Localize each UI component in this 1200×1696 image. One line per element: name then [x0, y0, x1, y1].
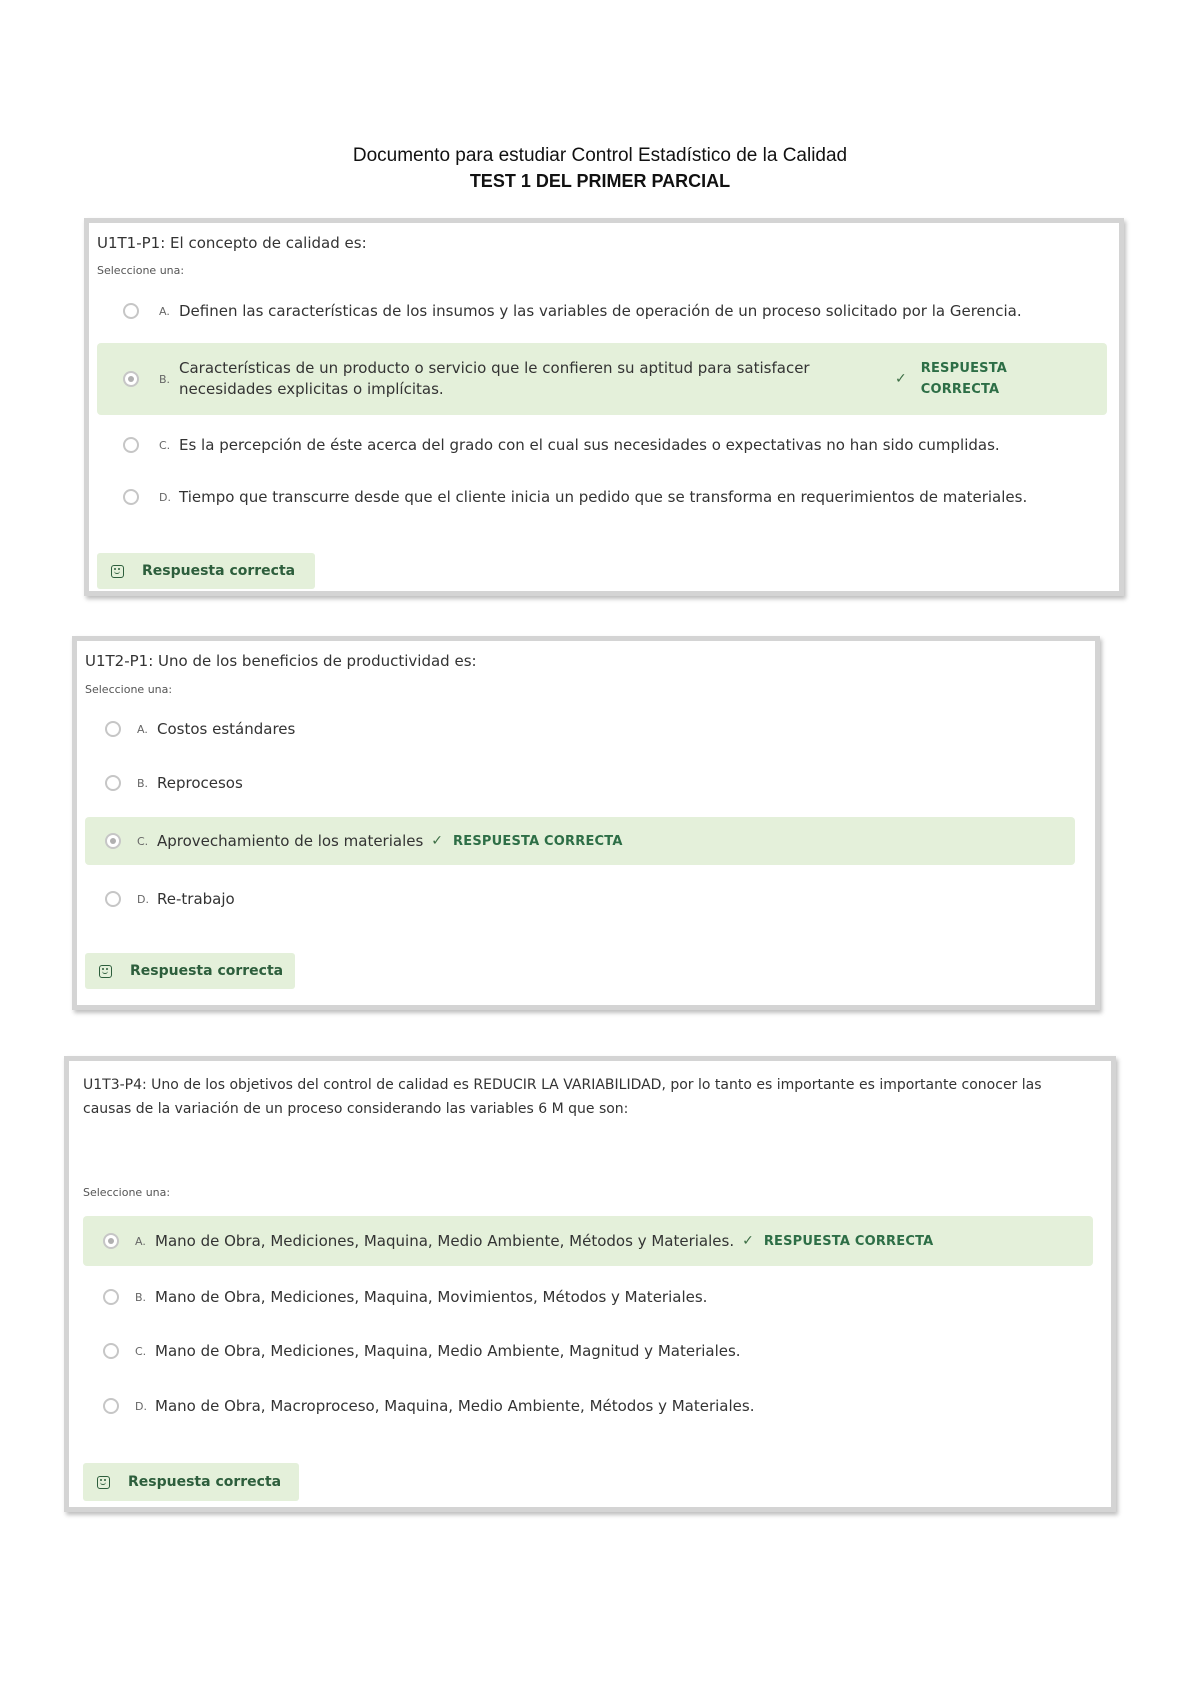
- option-text: Mano de Obra, Mediciones, Maquina, Movimientos, Métodos y Materiales.: [155, 1287, 708, 1306]
- document-title: Documento para estudiar Control Estadístico de la Calidad: [352, 145, 848, 166]
- option-text: Mano de Obra, Mediciones, Maquina, Medio Ambiente, Métodos y Materiales.: [155, 1231, 735, 1250]
- option-b[interactable]: [85, 765, 1075, 801]
- smiley-icon: [97, 1476, 110, 1489]
- correct-answer-badge: RESPUESTA CORRECTA: [763, 1233, 934, 1249]
- question-code: U1T2-P1: [85, 652, 149, 670]
- smiley-icon: [99, 965, 112, 978]
- feedback-text: Respuesta correcta: [130, 963, 284, 979]
- option-letter: D.: [137, 892, 149, 906]
- question-text: [83, 1073, 1093, 1121]
- feedback-text: Respuesta correcta: [142, 563, 296, 579]
- question-text: [97, 231, 1107, 255]
- radio-button[interactable]: [105, 891, 121, 907]
- radio-button[interactable]: [105, 721, 121, 737]
- option-letter: B.: [137, 776, 149, 790]
- option-letter: A.: [159, 304, 170, 318]
- option-d[interactable]: [97, 479, 1107, 515]
- option-text: Mano de Obra, Mediciones, Maquina, Medio Ambiente, Magnitud y Materiales.: [155, 1341, 741, 1360]
- option-text: Definen las características de los insumos y las variables de operación de un proceso solicitado por la Gerencia.: [179, 301, 1022, 320]
- feedback-correct: [97, 553, 315, 589]
- radio-button[interactable]: [103, 1289, 119, 1305]
- option-text: Características de un producto o servicio que le confieren su aptitud para satisfacer necesidades explicitas o implícitas.: [179, 359, 810, 398]
- option-letter: C.: [135, 1344, 147, 1358]
- document-header: [0, 143, 1200, 193]
- radio-button[interactable]: [105, 775, 121, 791]
- question-card-2: [72, 636, 1100, 1010]
- check-icon: ✓: [431, 833, 444, 849]
- option-letter: D.: [159, 490, 171, 504]
- radio-button-selected[interactable]: [123, 371, 139, 387]
- radio-button[interactable]: [123, 437, 139, 453]
- radio-button[interactable]: [103, 1398, 119, 1414]
- question-text: [85, 649, 1075, 673]
- option-text: Costos estándares: [157, 719, 296, 738]
- option-b[interactable]: [83, 1279, 1093, 1315]
- option-text: Reprocesos: [157, 773, 243, 792]
- feedback-correct: [83, 1463, 299, 1501]
- option-letter: C.: [159, 438, 171, 452]
- option-letter: A.: [135, 1234, 146, 1248]
- option-a[interactable]: [97, 293, 1107, 329]
- question-prompt: : El concepto de calidad es:: [160, 234, 367, 252]
- option-letter: C.: [137, 834, 149, 848]
- question-code: U1T1-P1: [97, 234, 161, 252]
- option-a[interactable]: [83, 1216, 1093, 1266]
- radio-button-selected[interactable]: [103, 1233, 119, 1249]
- option-letter: A.: [137, 722, 148, 736]
- option-text: Mano de Obra, Macroproceso, Maquina, Medio Ambiente, Métodos y Materiales.: [155, 1396, 755, 1415]
- option-text: Es la percepción de éste acerca del grado con el cual sus necesidades o expectativas no han sido cumplidas.: [179, 435, 1000, 454]
- question-code: U1T3-P4: [83, 1077, 143, 1093]
- question-prompt: : Uno de los objetivos del control de calidad es REDUCIR LA VARIABILIDAD, por lo tanto es importante es importante conocer las causas de la variación de un proceso considerando las variables 6 M que son:: [83, 1077, 1042, 1117]
- option-b[interactable]: [97, 343, 1107, 415]
- option-c[interactable]: [83, 1333, 1093, 1369]
- option-c[interactable]: [97, 427, 1107, 463]
- check-icon: ✓: [742, 1233, 754, 1249]
- option-d[interactable]: [85, 881, 1075, 917]
- option-letter: D.: [135, 1399, 147, 1413]
- option-letter: B.: [159, 372, 171, 386]
- check-icon: ✓: [895, 371, 907, 387]
- select-one-label: Seleccione una:: [83, 1186, 171, 1199]
- correct-answer-badge: RESPUESTA CORRECTA: [920, 361, 1008, 397]
- radio-button-selected[interactable]: [105, 833, 121, 849]
- option-a[interactable]: [85, 711, 1075, 747]
- smiley-icon: [111, 565, 124, 578]
- feedback-correct: [85, 953, 295, 989]
- question-card-3: [64, 1056, 1116, 1512]
- option-text: Re-trabajo: [157, 889, 235, 908]
- radio-button[interactable]: [103, 1343, 119, 1359]
- feedback-text: Respuesta correcta: [128, 1474, 282, 1490]
- option-c[interactable]: [85, 817, 1075, 865]
- option-text: Aprovechamiento de los materiales: [157, 831, 424, 850]
- question-prompt: : Uno de los beneficios de productividad es:: [148, 652, 477, 670]
- document-subtitle: TEST 1 DEL PRIMER PARCIAL: [469, 171, 731, 191]
- correct-answer-badge: RESPUESTA CORRECTA: [453, 833, 623, 849]
- question-card-1: [84, 218, 1124, 596]
- select-one-label: Seleccione una:: [97, 264, 185, 277]
- radio-button[interactable]: [123, 303, 139, 319]
- radio-button[interactable]: [123, 489, 139, 505]
- option-text: Tiempo que transcurre desde que el cliente inicia un pedido que se transforma en requerimientos de materiales.: [179, 487, 1028, 506]
- select-one-label: Seleccione una:: [85, 683, 173, 696]
- option-d[interactable]: [83, 1388, 1093, 1424]
- option-letter: B.: [135, 1290, 147, 1304]
